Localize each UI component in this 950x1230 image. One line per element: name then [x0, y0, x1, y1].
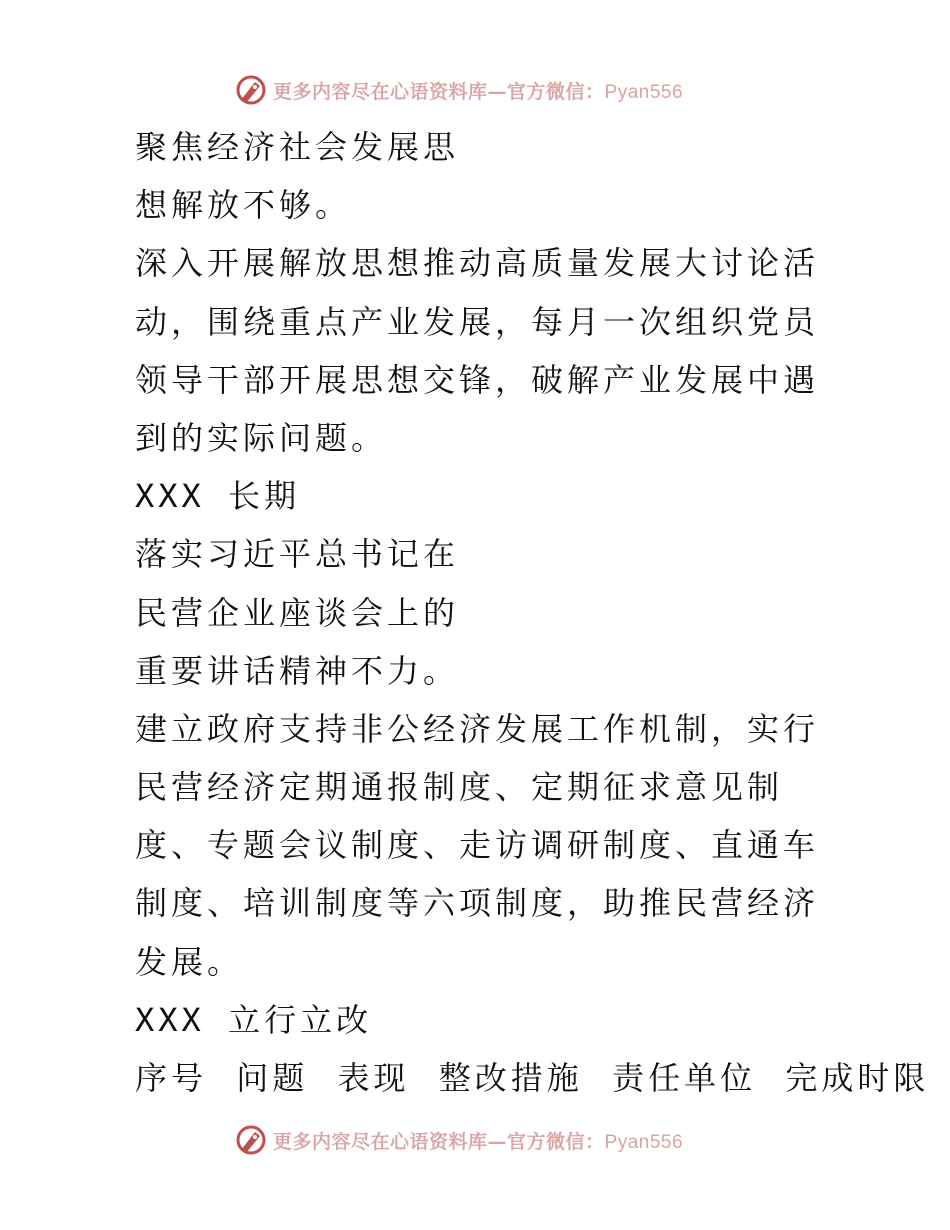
body-line: 发展。	[135, 942, 244, 981]
body-line: 制度、培训制度等六项制度，助推民营经济	[135, 884, 820, 923]
body-line: 动，围绕重点产业发展，每月一次组织党员	[135, 302, 820, 341]
table-header-line: 序号 问题 表现 整改措施 责任单位 完成时限	[135, 1059, 930, 1097]
footer-watermark-banner	[235, 1120, 683, 1160]
body-line: 建立政府支持非公经济发展工作机制，实行	[135, 709, 820, 748]
body-line: 度、专题会议制度、走访调研制度、直通车	[135, 826, 820, 865]
body-line: 深入开展解放思想推动高质量发展大讨论活	[135, 244, 820, 283]
body-line: 聚焦经济社会发展思	[135, 128, 460, 166]
body-line: 想解放不够。	[135, 186, 352, 225]
body-line: 民营经济定期通报制度、定期征求意见制	[135, 768, 784, 807]
body-line: XXX 立行立改	[135, 1000, 373, 1039]
watermark-text: 更多内容尽在心语资料库—官方微信：Pyan556	[273, 80, 684, 103]
wechat-id: Pyan556	[604, 1131, 684, 1153]
pen-nib-logo-icon	[235, 1124, 267, 1156]
watermark-text: 更多内容尽在心语资料库—官方微信：Pyan556	[273, 1130, 684, 1153]
header-watermark-banner	[235, 70, 683, 110]
pen-nib-logo-icon	[235, 74, 267, 106]
wechat-id: Pyan556	[604, 81, 684, 103]
body-line: XXX 长期	[135, 477, 301, 516]
body-line: 重要讲话精神不力。	[135, 651, 460, 690]
document-body	[135, 118, 930, 1107]
body-line: 民营企业座谈会上的	[135, 593, 460, 632]
body-line: 领导干部开展思想交锋，破解产业发展中遇	[135, 360, 820, 399]
body-line: 到的实际问题。	[135, 418, 388, 457]
body-line: 落实习近平总书记在	[135, 535, 460, 574]
